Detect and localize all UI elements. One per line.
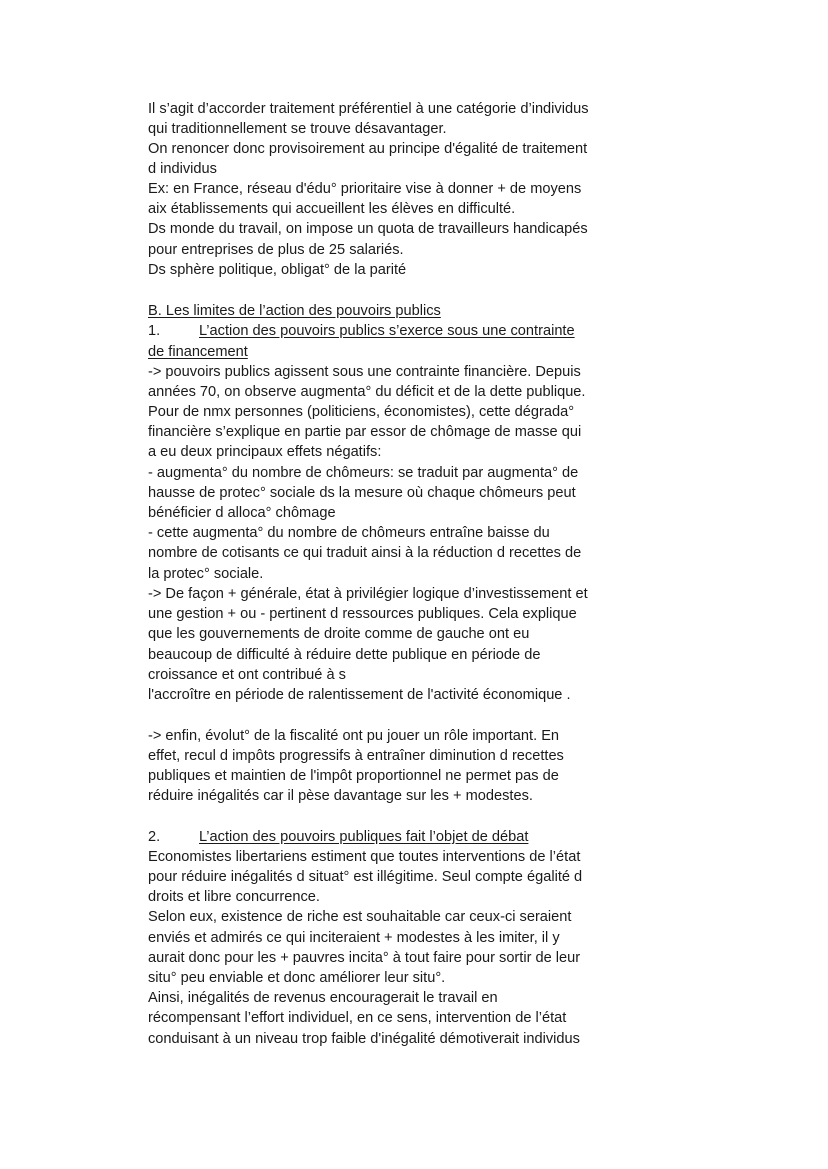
- text-line: d individus: [148, 161, 217, 177]
- text-line: bénéficier d alloca° chômage: [148, 505, 336, 521]
- text-line: -> De façon + générale, état à privilégier logique d’investissement et: [148, 586, 588, 602]
- subsection-title: L’action des pouvoirs publiques fait l’objet de débat: [199, 829, 529, 845]
- text-line: conduisant à un niveau trop faible d'inégalité démotiverait individus: [148, 1031, 580, 1047]
- text-line: une gestion + ou - pertinent d ressources publiques. Cela explique: [148, 606, 577, 622]
- subsection-1-heading: [148, 321, 575, 341]
- subsection-number: 2.: [148, 829, 161, 845]
- subsection-title: L’action des pouvoirs publics s’exerce sous une contrainte: [199, 323, 575, 339]
- text-line: qui traditionnellement se trouve désavantager.: [148, 121, 447, 137]
- text-line: aurait donc pour les + pauvres incita° à tout faire pour sortir de leur: [148, 950, 581, 966]
- text-line: croissance et ont contribué à s: [148, 667, 346, 683]
- text-line: Economistes libertariens estiment que toutes interventions de l’état: [148, 849, 581, 865]
- text-line: réduire inégalités car il pèse davantage sur les + modestes.: [148, 788, 533, 804]
- subsection-2-heading: [148, 827, 528, 847]
- text-line: enviés et admirés ce qui inciteraient + modestes à les imiter, il y: [148, 930, 560, 946]
- text-line: Ex: en France, réseau d'édu° prioritaire vise à donner + de moyens: [148, 181, 582, 197]
- text-line: publiques et maintien de l'impôt proportionnel ne permet pas de: [148, 768, 559, 784]
- text-line: aix établissements qui accueillent les élèves en difficulté.: [148, 201, 516, 217]
- text-line: -> pouvoirs publics agissent sous une contrainte financière. Depuis: [148, 364, 581, 380]
- subsection-number: 1.: [148, 323, 161, 339]
- text-line: nombre de cotisants ce qui traduit ainsi à la réduction d recettes de: [148, 545, 582, 561]
- text-line: pour entreprises de plus de 25 salariés.: [148, 242, 404, 258]
- text-line: beaucoup de difficulté à réduire dette publique en période de: [148, 647, 541, 663]
- text-line: effet, recul d impôts progressifs à entraîner diminution d recettes: [148, 748, 564, 764]
- text-line: Il s’agit d’accorder traitement préférentiel à une catégorie d’individus: [148, 101, 589, 117]
- text-line: Selon eux, existence de riche est souhaitable car ceux-ci seraient: [148, 909, 572, 925]
- text-line: Pour de nmx personnes (politiciens, économistes), cette dégrada°: [148, 404, 575, 420]
- text-line: - cette augmenta° du nombre de chômeurs entraîne baisse du: [148, 525, 550, 541]
- text-line: On renoncer donc provisoirement au principe d'égalité de traitement: [148, 141, 588, 157]
- text-line: - augmenta° du nombre de chômeurs: se traduit par augmenta° de: [148, 465, 579, 481]
- text-line: pour réduire inégalités d situat° est illégitime. Seul compte égalité d: [148, 869, 583, 885]
- text-line: Ds sphère politique, obligat° de la parité: [148, 262, 407, 278]
- text-line: années 70, on observe augmenta° du déficit et de la dette publique.: [148, 384, 586, 400]
- text-line: Ainsi, inégalités de revenus encouragerait le travail en: [148, 990, 498, 1006]
- text-line: a eu deux principaux effets négatifs:: [148, 444, 382, 460]
- text-line: situ° peu enviable et donc améliorer leur situ°.: [148, 970, 446, 986]
- text-line: la protec° sociale.: [148, 566, 264, 582]
- section-heading: B. Les limites de l’action des pouvoirs publics: [148, 303, 441, 319]
- text-line: droits et libre concurrence.: [148, 889, 320, 905]
- text-line: l'accroître en période de ralentissement de l'activité économique .: [148, 687, 571, 703]
- text-line: Ds monde du travail, on impose un quota de travailleurs handicapés: [148, 221, 588, 237]
- text-line: -> enfin, évolut° de la fiscalité ont pu jouer un rôle important. En: [148, 728, 560, 744]
- text-line: hausse de protec° sociale ds la mesure où chaque chômeurs peut: [148, 485, 576, 501]
- text-line: récompensant l’effort individuel, en ce sens, intervention de l’état: [148, 1010, 567, 1026]
- text-line: que les gouvernements de droite comme de gauche ont eu: [148, 626, 530, 642]
- subsection-title-continued: de financement: [148, 344, 248, 360]
- text-line: financière s’explique en partie par essor de chômage de masse qui: [148, 424, 582, 440]
